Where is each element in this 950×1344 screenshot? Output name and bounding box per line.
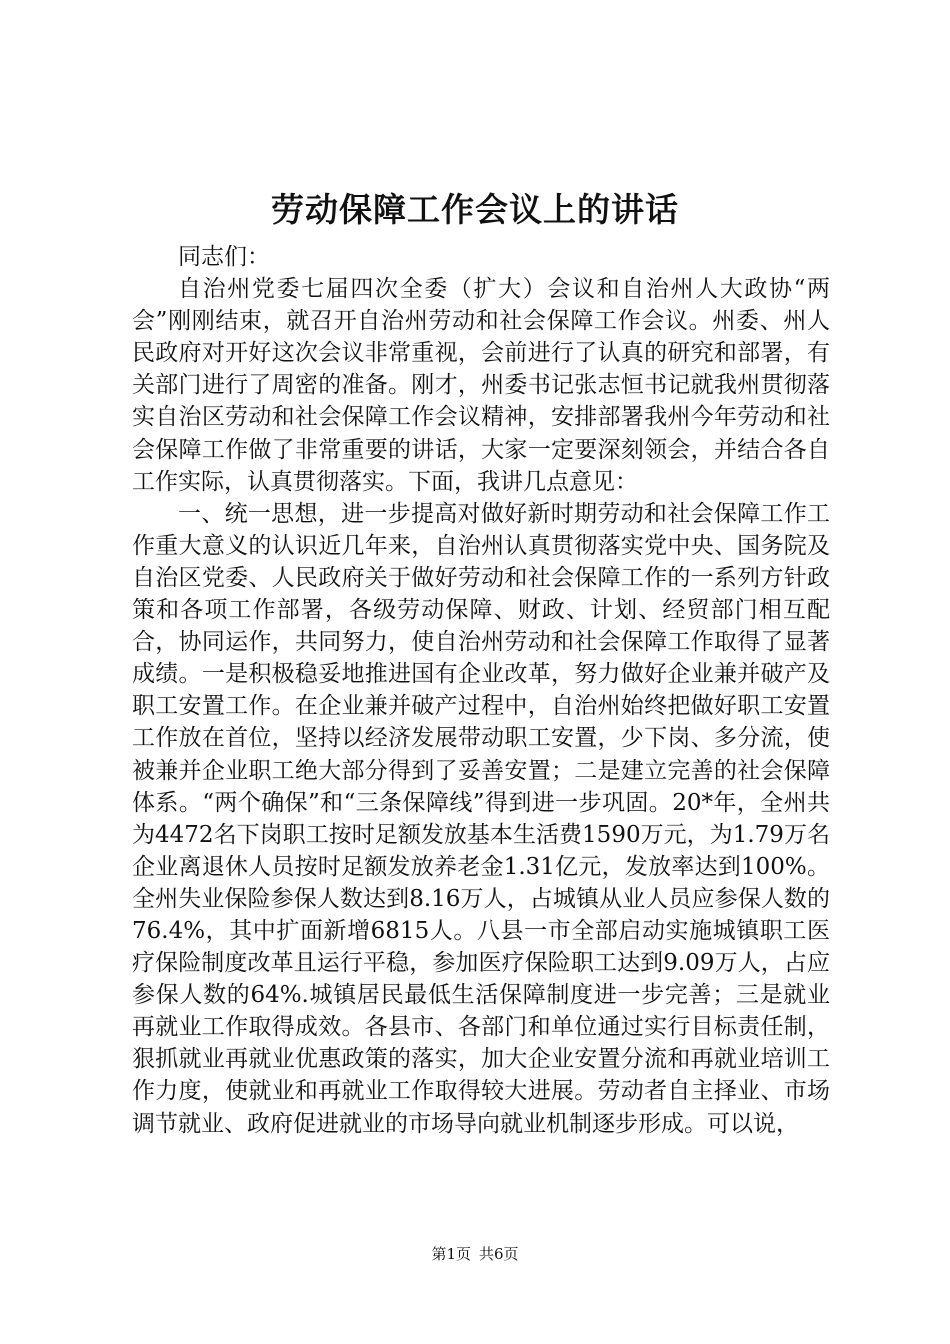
paragraph-intro: 自治州党委七届四次全委（扩大）会议和自治州人大政协“两会”刚刚结束，就召开自治州劳动和社会保障工作会议。州委、州人民政府对开好这次会议非常重视，会前进行了认真的研究和部署，有关部门进行了周密的准备。刚才，州委书记张志恒书记就我州贯彻落实自治区劳动和社会保障工作会议精神，安排部署我州今年劳动和社会保障工作做了非常重要的讲话，大家一定要深刻领会，并结合各自工作实际，认真贯彻落实。下面，我讲几点意见： [132, 276, 830, 495]
page-number: 第1页 [431, 1245, 471, 1263]
page-footer [0, 1242, 950, 1266]
document-title: 劳动保障工作会议上的讲话 [271, 190, 679, 229]
paragraph-salutation: 同志们： [178, 244, 270, 270]
page-count: 共6页 [479, 1245, 519, 1263]
paragraph-section-one: 一、统一思想，进一步提高对做好新时期劳动和社会保障工作工作重大意义的认识近几年来，自治州认真贯彻落实党中央、国务院及自治区党委、人民政府关于做好劳动和社会保障工作的一系列方针政策和各项工作部署，各级劳动保障、财政、计划、经贸部门相互配合，协同运作，共同努力，使自治州劳动和社会保障工作取得了显著成绩。一是积极稳妥地推进国有企业改革，努力做好企业兼并破产及职工安置工作。在企业兼并破产过程中，自治州始终把做好职工安置工作放在首位，坚持以经济发展带动职工安置，少下岗、多分流，使被兼并企业职工绝大部分得到了妥善安置；二是建立完善的社会保障体系。“两个确保”和“三条保障线”得到进一步巩固。20*年，全州共为4472名下岗职工按时足额发放基本生活费1590万元，为1.79万名企业离退休人员按时足额发放养老金1.31亿元，发放率达到100%。全州失业保险参保人数达到8.16万人，占城镇从业人员应参保人数的76.4%，其中扩面新增6815人。八县一市全部启动实施城镇职工医疗保险制度改革且运行平稳，参加医疗保险职工达到9.09万人，占应参保人数的64%.城镇居民最低生活保障制度进一步完善；三是就业再就业工作取得成效。各县市、各部门和单位通过实行目标责任制，狠抓就业再就业优惠政策的落实，加大企业安置分流和再就业培训工作力度，使就业和再就业工作取得较大进展。劳动者自主择业、市场调节就业、政府促进就业的市场导向就业机制逐步形成。可以说， [132, 500, 830, 1137]
document-body [132, 241, 830, 1140]
